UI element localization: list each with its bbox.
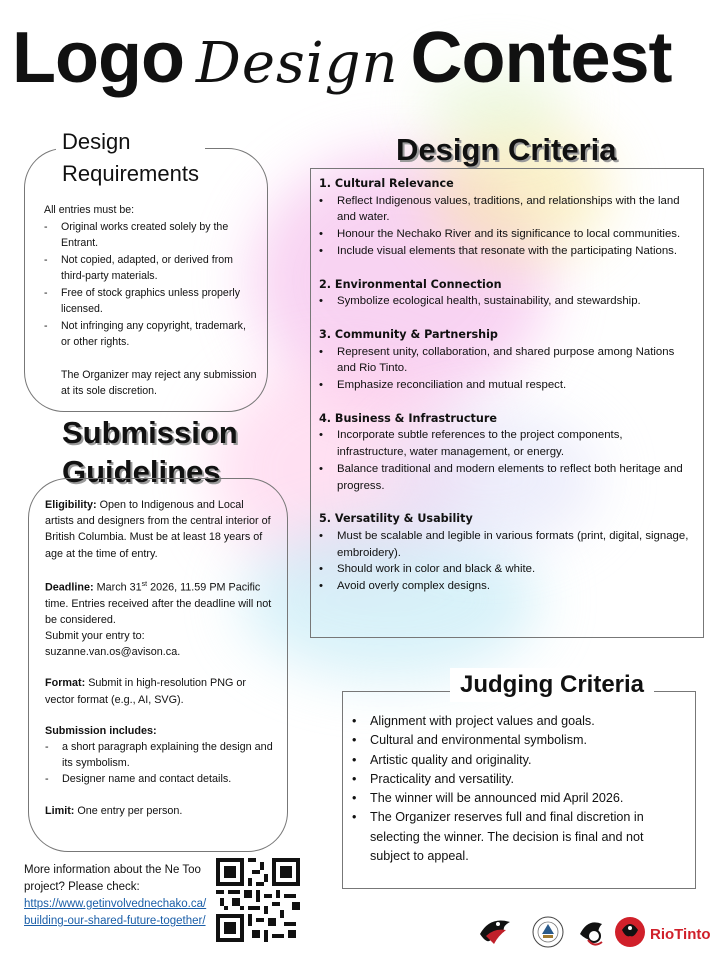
qr-code-icon[interactable] — [216, 858, 300, 942]
criteria-section-title: 2. Environmental Connection — [319, 277, 502, 291]
title-word-design: Design — [195, 31, 399, 96]
criteria-bullet: • Symbolize ecological health, sustainability, and stewardship. — [319, 295, 641, 308]
criteria-section-title: 4. Business & Infrastructure — [319, 411, 497, 425]
requirement-item: - Not copied, adapted, or derived from third-party materials. — [44, 253, 233, 282]
criteria-section-title: 1. Cultural Relevance — [319, 177, 454, 190]
submission-email[interactable]: suzanne.van.os@avison.ca. — [45, 646, 181, 659]
page-title — [12, 16, 672, 113]
submit-line: Submit your entry to: — [45, 630, 145, 643]
limit: Limit: One entry per person. — [45, 804, 183, 817]
red-emblem-icon — [615, 917, 645, 947]
judging-body — [352, 712, 686, 866]
raven-logo-icon — [480, 921, 510, 945]
criteria-bullet: • Represent unity, collaboration, and shared purpose among Nations and Rio Tinto. — [319, 345, 675, 375]
partner-logo-strip — [476, 910, 716, 954]
judging-item: • The Organizer reserves full and final discretion in selecting the winner. The decision is final and not subject to appeal. — [352, 810, 644, 864]
criteria-section-title: 5. Versatility & Usability — [319, 512, 473, 526]
requirements-heading: Design Requirements — [56, 126, 205, 190]
criteria-bullet: • Include visual elements that resonate with the participating Nations. — [319, 244, 678, 257]
criteria-body — [319, 176, 695, 595]
partner-logos — [476, 910, 716, 954]
criteria-bullet: • Reflect Indigenous values, traditions, and relationships with the land and water. — [319, 194, 680, 224]
judging-item: • Artistic quality and originality. — [352, 752, 532, 767]
requirement-item: - Free of stock graphics unless properly licensed. — [44, 286, 240, 315]
criteria-bullet: • Must be scalable and legible in various formats (print, digital, signage, embroidery). — [319, 529, 689, 559]
rio-tinto-logo: RioTinto — [650, 926, 711, 943]
judging-item: • Cultural and environmental symbolism. — [352, 733, 587, 748]
eagle-logo-icon — [580, 922, 602, 944]
criteria-bullet: • Incorporate subtle references to the project components, infrastructure, water management, or energy. — [319, 429, 623, 459]
more-info-text: More information about the Ne Too project? Please check: — [24, 864, 201, 893]
includes-label: Submission includes: — [45, 724, 157, 737]
criteria-bullet: • Balance traditional and modern elements to reflect both heritage and progress. — [319, 462, 683, 492]
judging-heading: Judging Criteria — [450, 668, 654, 702]
requirements-note: The Organizer may reject any submission at its sole discretion. — [61, 368, 257, 397]
requirements-body — [44, 202, 258, 400]
format: Format: Submit in high-resolution PNG or vector format (e.g., AI, SVG). — [45, 677, 247, 706]
requirement-item: - Original works created solely by the Entrant. — [44, 220, 229, 249]
criteria-bullet: • Honour the Nechako River and its significance to local communities. — [319, 228, 681, 241]
submission-body — [45, 497, 273, 819]
project-link[interactable]: https://www.getinvolvednechako.ca/building-our-shared-future-together/ — [24, 898, 207, 927]
title-word-logo: Logo — [12, 18, 184, 98]
includes-item: - Designer name and contact details. — [45, 773, 232, 786]
title-word-contest: Contest — [410, 18, 672, 98]
criteria-section-title: 3. Community & Partnership — [319, 327, 498, 341]
more-info — [24, 862, 210, 930]
eligibility: Eligibility: Open to Indigenous and Local artists and designers from the central interior of British Columbia. Must be at least 18 years of age at the time of entry. — [45, 499, 271, 560]
criteria-bullet: • Avoid overly complex designs. — [319, 580, 491, 593]
nation-seal-icon — [533, 917, 563, 947]
requirements-intro: All entries must be: — [44, 204, 135, 216]
judging-item: • Practicality and versatility. — [352, 771, 514, 786]
criteria-bullet: • Should work in color and black & white. — [319, 563, 536, 576]
judging-item: • The winner will be announced mid April 2026. — [352, 791, 624, 806]
criteria-heading: Design Criteria — [396, 132, 617, 167]
criteria-bullet: • Emphasize reconciliation and mutual respect. — [319, 379, 567, 392]
judging-item: • Alignment with project values and goals. — [352, 714, 595, 728]
deadline: Deadline: March 31st 2026, 11.59 PM Pacific time. Entries received after the deadline will not be considered. — [45, 580, 272, 626]
requirement-item: - Not infringing any copyright, trademark, or other rights. — [44, 319, 246, 348]
includes-item: - a short paragraph explaining the design and its symbolism. — [45, 741, 273, 770]
submission-heading: Submission Guidelines — [62, 415, 238, 489]
